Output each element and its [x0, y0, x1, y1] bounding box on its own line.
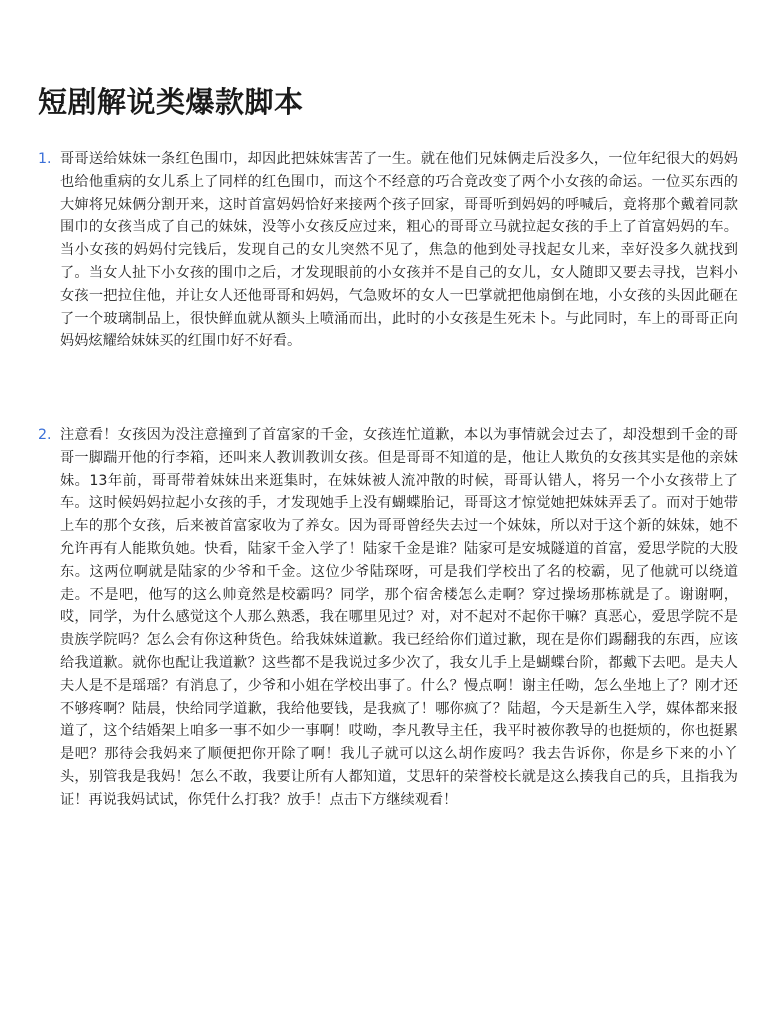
list-item-text: 哥哥送给妹妹一条红色围巾，却因此把妹妹害苦了一生。就在他们兄妹俩走后没多久，一位年纪很大的妈妈也给他重病的女儿系上了同样的红色围巾，而这个不经意的巧合竟改变了两个小女孩的命运。一位买东西的大婶将兄妹俩分割开来，这时首富妈妈恰好来接两个孩子回家，哥哥听到妈妈的呼喊后，竟将那个戴着同款围巾的女孩当成了自己的妹妹，没等小女孩反应过来，粗心的哥哥立马就拉起女孩的手上了首富妈妈的车。当小女孩的妈妈付完钱后，发现自己的女儿突然不见了，焦急的他到处寻找起女儿来，幸好没多久就找到了。当女人扯下小女孩的围巾之后，才发现眼前的小女孩并不是自己的女儿，女人随即又要去寻找，岂料小女孩一把拉住他，并让女人还他哥哥和妈妈，气急败坏的女人一巴掌就把他扇倒在地，小女孩的头因此砸在了一个玻璃制品上，很快鲜血就从额头上喷涌而出，此时的小女孩是生死未卜。与此同时，车上的哥哥正向妈妈炫耀给妹妹买的红围巾好不好看。 — [60, 151, 738, 350]
page-title: 短剧解说类爆款脚本 — [38, 85, 304, 119]
list-item-number: 2. — [38, 427, 52, 443]
list-item-body — [38, 148, 738, 353]
list-item — [38, 424, 738, 812]
list-item — [38, 148, 738, 353]
list-item-body — [38, 424, 738, 812]
list-item-number: 1. — [38, 151, 52, 167]
list-item-text: 注意看！女孩因为没注意撞到了首富家的千金，女孩连忙道歉，本以为事情就会过去了，却没想到千金的哥哥一脚踹开他的行李箱，还叫来人教训教训女孩。但是哥哥不知道的是，他让人欺负的女孩其实是他的亲妹妹。13年前，哥哥带着妹妹出来逛集时，在妹妹被人流冲散的时候，哥哥认错人，将另一个小女孩带上了车。这时候妈妈拉起小女孩的手，才发现她手上没有蝴蝶胎记，哥哥这才惊觉她把妹妹弄丢了。而对于她带上车的那个女孩，后来被首富家收为了养女。因为哥哥曾经失去过一个妹妹，所以对于这个新的妹妹，她不允许再有人能欺负她。快看，陆家千金入学了！陆家千金是谁？陆家可是安城隧道的首富，爱思学院的大股东。这两位啊就是陆家的少爷和千金。这位少爷陆琛呀，可是我们学校出了名的校霸，见了他就可以绕道走。不是吧，他写的这么帅竟然是校霸吗？同学，那个宿舍楼怎么走啊？穿过操场那栋就是了。谢谢啊，哎，同学，为什么感觉这个人那么熟悉，我在哪里见过？对，对不起对不起你干嘛？真恶心，爱思学院不是贵族学院吗？怎么会有你这种货色。给我妹妹道歉。我已经给你们道过歉，现在是你们踢翻我的东西，应该给我道歉。就你也配让我道歉？这些都不是我说过多少次了，我女儿手上是蝴蝶台阶，都戴下去吧。是夫人夫人是不是瑶瑶？有消息了，少爷和小姐在学校出事了。什么？慢点啊！谢主任呦，怎么坐地上了？刚才还不够疼啊？陆晨，快给同学道歉，我给他要钱，是我疯了！哪你疯了？陆超，今天是新生入学，媒体都来报道了，这个结婚架上咱多一事不如少一事啊！哎呦，李凡教导主任，我平时被你教导的也挺烦的，你也挺累是吧？那待会我妈来了顺便把你开除了啊！我儿子就可以这么胡作废吗？我去告诉你，你是乡下来的小丫头，别管我是我妈！怎么不敢，我要让所有人都知道，艾思轩的荣誉校长就是这么揍我自己的兵，且指我为证！再说我妈试试，你凭什么打我？放手！点击下方继续观看！ — [60, 427, 738, 808]
